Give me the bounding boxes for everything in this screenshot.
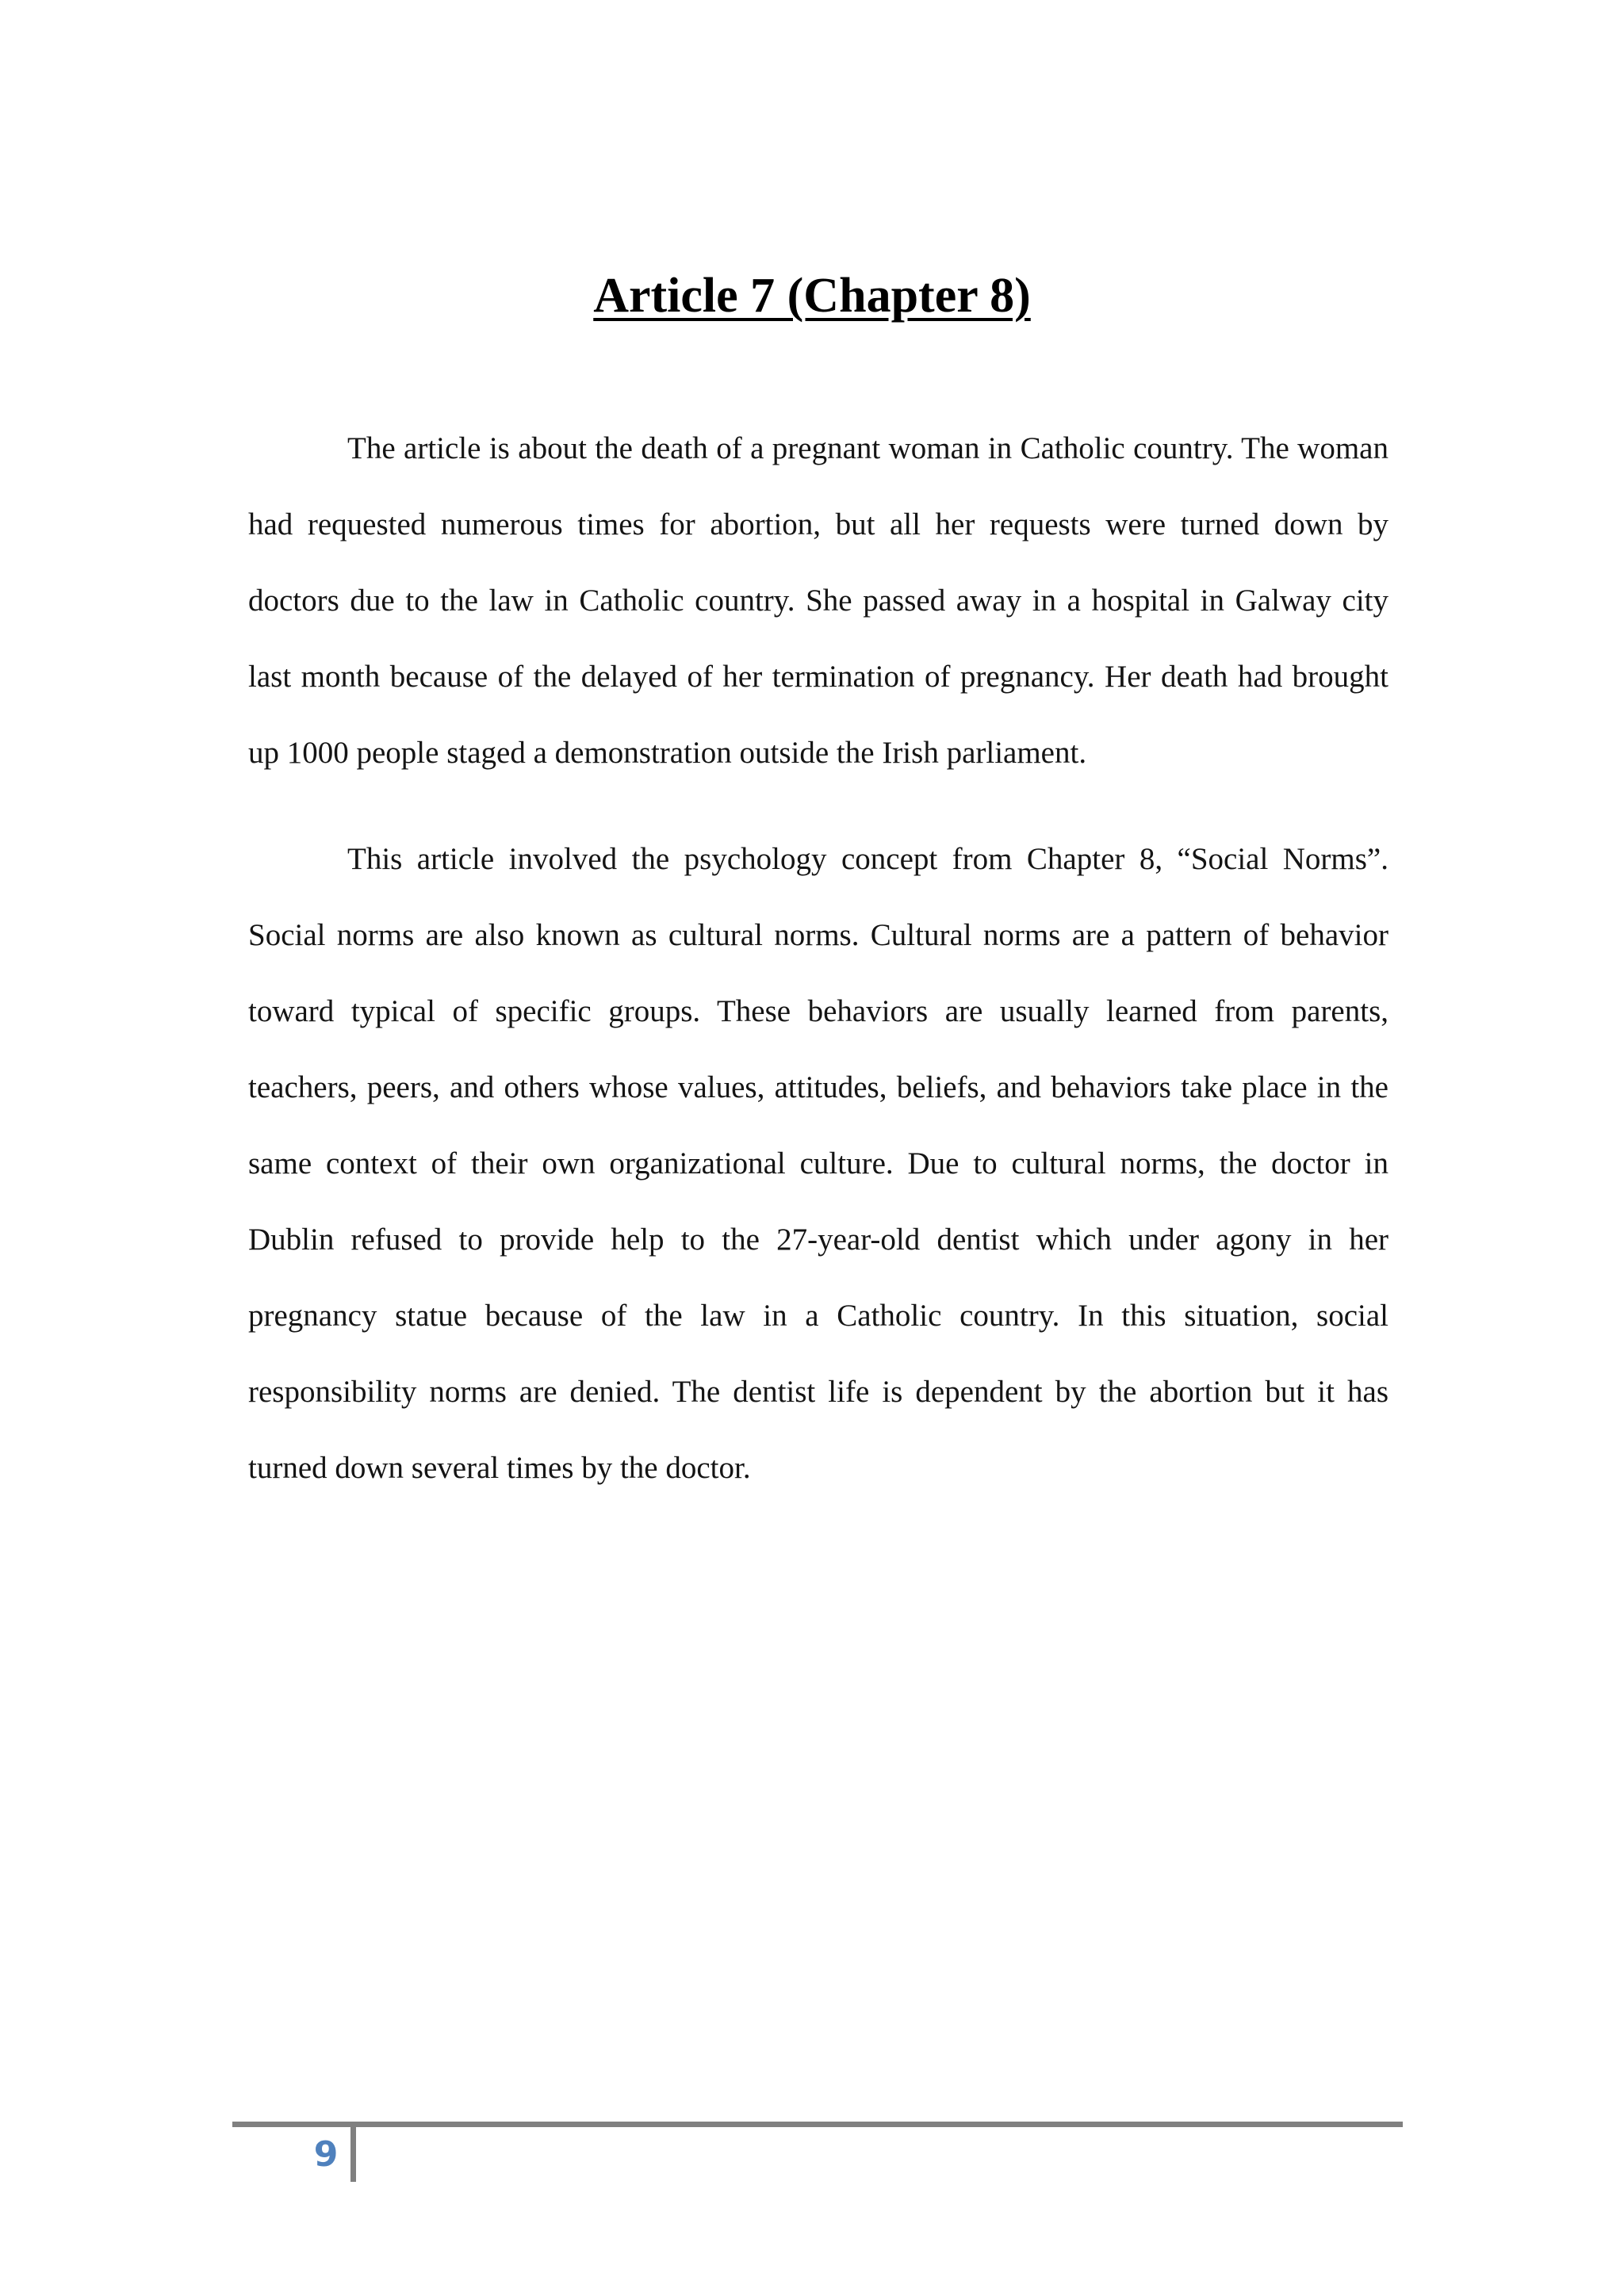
footer-rule	[232, 2122, 1403, 2127]
footer-separator	[350, 2126, 356, 2182]
paragraph-summary: The article is about the death of a pregnant woman in Catholic country. The woman had requested numerous times for abortion, but all her requests were turned down by doctors due to the law in Catholic country. She passed away in a hospital in Galway city last month because of the delayed of her termination of pregnancy. Her death had brought up 1000 people staged a demonstration outside the Irish parliament.	[248, 431, 1388, 770]
article-body	[248, 411, 1388, 1536]
page-number: 9	[313, 2134, 339, 2175]
page-title: Article 7 (Chapter 8)	[593, 269, 1031, 323]
paragraph-analysis: This article involved the psychology concept from Chapter 8, “Social Norms”. Social norms are also known as cultural norms. Cultural norms are a pattern of behavior toward typical of specific groups. These behaviors are usually learned from parents, teachers, peers, and others whose values, attitudes, beliefs, and behaviors take place in the same context of their own organizational culture. Due to cultural norms, the doctor in Dublin refused to provide help to the 27-year-old dentist which under agony in her pregnancy statue because of the law in a Catholic country. In this situation, social responsibility norms are denied. The dentist life is dependent by the abortion but it has turned down several times by the doctor.	[248, 842, 1388, 1485]
